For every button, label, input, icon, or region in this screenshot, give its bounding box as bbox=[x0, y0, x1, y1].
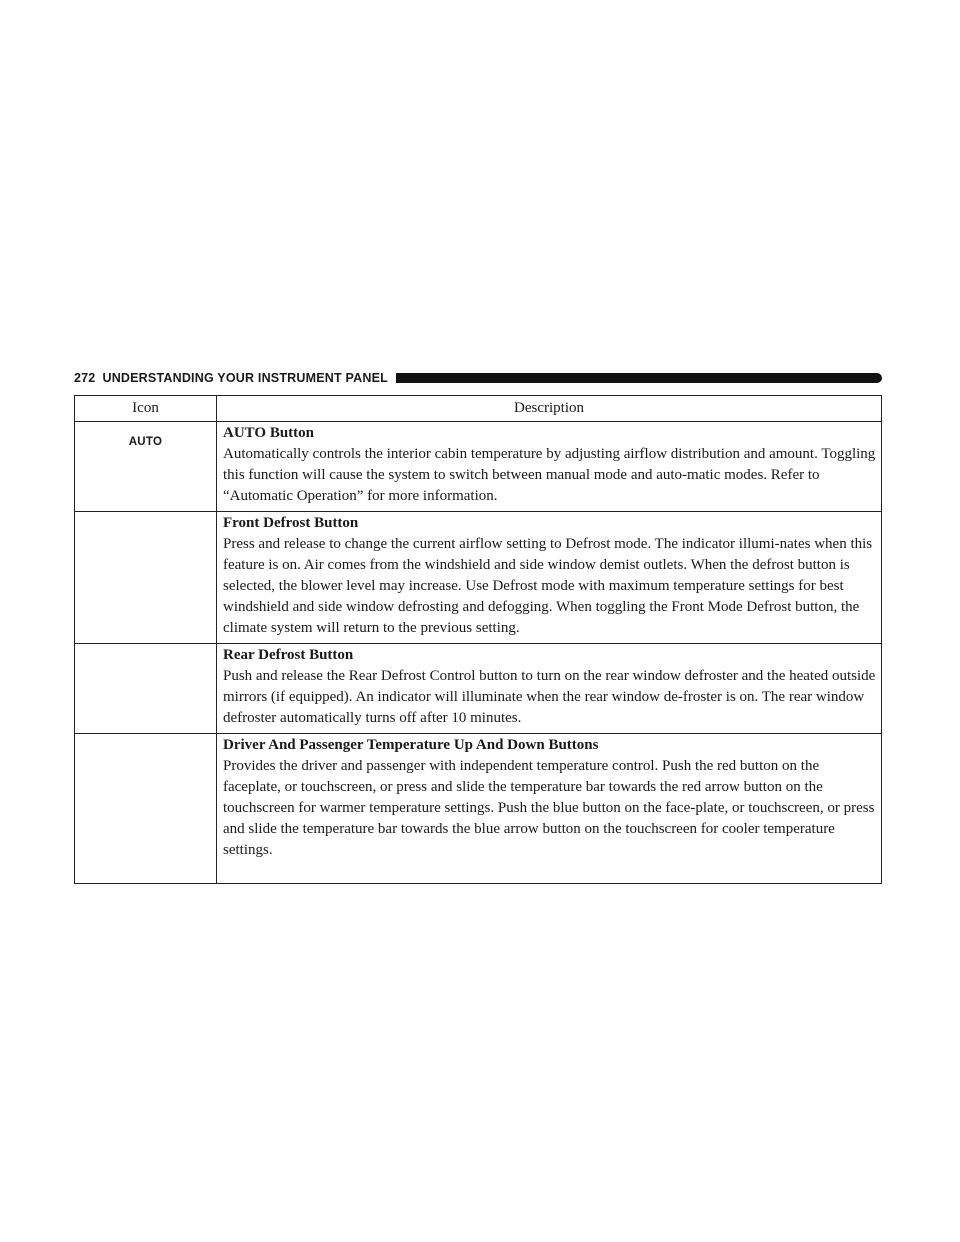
table-row bbox=[75, 512, 882, 644]
table-row bbox=[75, 644, 882, 734]
description-cell bbox=[217, 512, 882, 644]
row-body: Push and release the Rear Defrost Control button to turn on the rear window defroster and the heated outside mirrors (if equipped). An indicator will illuminate when the rear window de-froster is on. The rear window defroster automatically turns off after 10 minutes. bbox=[223, 668, 876, 726]
section-title: UNDERSTANDING YOUR INSTRUMENT PANEL bbox=[102, 371, 388, 385]
row-title: AUTO Button bbox=[223, 425, 314, 441]
page-header bbox=[74, 370, 882, 386]
icon-column-header: Icon bbox=[75, 396, 217, 422]
row-body: Automatically controls the interior cabin temperature by adjusting airflow distribution and amount. Toggling this function will cause the system to switch between manual mode and auto-matic modes. Refer to “Automatic Operation” for more information. bbox=[223, 446, 876, 504]
table-row bbox=[75, 422, 882, 512]
row-body: Press and release to change the current airflow setting to Defrost mode. The indicator illumi-nates when this feature is on. Air comes from the windshield and side window demist outlets. When the defrost button is selected, the blower level may increase. Use Defrost mode with maximum temperature settings for best windshield and side window defrosting and defogging. When toggling the Front Mode Defrost button, the climate system will return to the previous setting. bbox=[223, 536, 873, 636]
row-title: Rear Defrost Button bbox=[223, 647, 354, 663]
controls-table bbox=[74, 395, 882, 884]
icon-cell bbox=[75, 734, 217, 884]
description-cell bbox=[217, 734, 882, 884]
icon-cell bbox=[75, 644, 217, 734]
row-title: Front Defrost Button bbox=[223, 515, 359, 531]
icon-cell bbox=[75, 422, 217, 512]
row-body: Provides the driver and passenger with independent temperature control. Push the red button on the faceplate, or touchscreen, or press and slide the temperature bar towards the red arrow button on the touchscreen for warmer temperature settings. Push the blue button on the face-plate, or touchscreen, or press and slide the temperature bar towards the blue arrow button on the touchscreen for cooler temperature settings. bbox=[223, 758, 875, 858]
table-header-row bbox=[75, 396, 882, 422]
page-number: 272 bbox=[74, 371, 96, 385]
description-cell bbox=[217, 644, 882, 734]
header-rule bbox=[396, 373, 882, 383]
row-title: Driver And Passenger Temperature Up And Down Buttons bbox=[223, 737, 599, 753]
auto-icon: AUTO bbox=[128, 436, 163, 448]
description-cell bbox=[217, 422, 882, 512]
table-row bbox=[75, 734, 882, 884]
description-column-header: Description bbox=[217, 396, 882, 422]
icon-cell bbox=[75, 512, 217, 644]
